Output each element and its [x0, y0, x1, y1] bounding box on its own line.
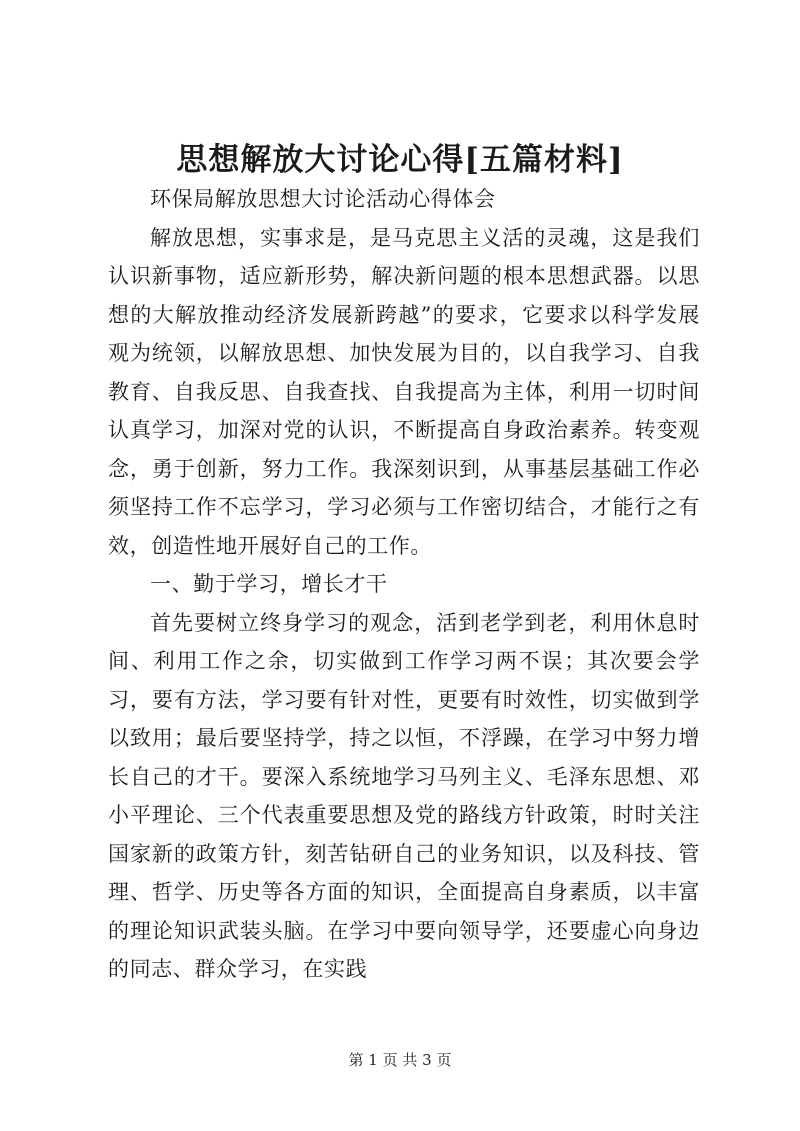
document-body: [108, 180, 700, 989]
document-title: 思想解放大讨论心得[五篇材料]: [176, 142, 624, 178]
subtitle-paragraph: 环保局解放思想大讨论活动心得体会: [150, 187, 496, 211]
body-paragraph: 首先要树立终身学习的观念，活到老学到老，利用休息时间、利用工作之余，切实做到工作学习两不误；其次要会学习，要有方法，学习要有针对性，更要有时效性，切实做到学以致用；最后要坚持学，持之以恒，不浮躁，在学习中努力增长自己的才干。要深入系统地学习马列主义、毛泽东思想、邓小平理论、三个代表重要思想及党的路线方针政策，时时关注国家新的政策方针，刻苦钻研自己的业务知识，以及科技、管理、哲学、历史等各方面的知识，全面提高自身素质，以丰富的理论知识武装头脑。在学习中要向领导学，还要虚心向身边的同志、群众学习，在实践: [108, 610, 700, 981]
section-heading: 一、勤于学习，增长才干: [150, 572, 388, 596]
body-paragraph: 解放思想，实事求是，是马克思主义活的灵魂，这是我们认识新事物，适应新形势，解决新问题的根本思想武器。以思想的大解放推动经济发展新跨越”的要求，它要求以科学发展观为统领，以解放思想、加快发展为目的，以自我学习、自我教育、自我反思、自我查找、自我提高为主体，利用一切时间认真学习，加深对党的认识，不断提高自身政治素养。转变观念，勇于创新，努力工作。我深刻识到，从事基层基础工作必须坚持工作不忘学习，学习必须与工作密切结合，才能行之有效，创造性地开展好自己的工作。: [108, 225, 700, 558]
page-footer: 第 1 页 共 3 页: [348, 1051, 452, 1069]
